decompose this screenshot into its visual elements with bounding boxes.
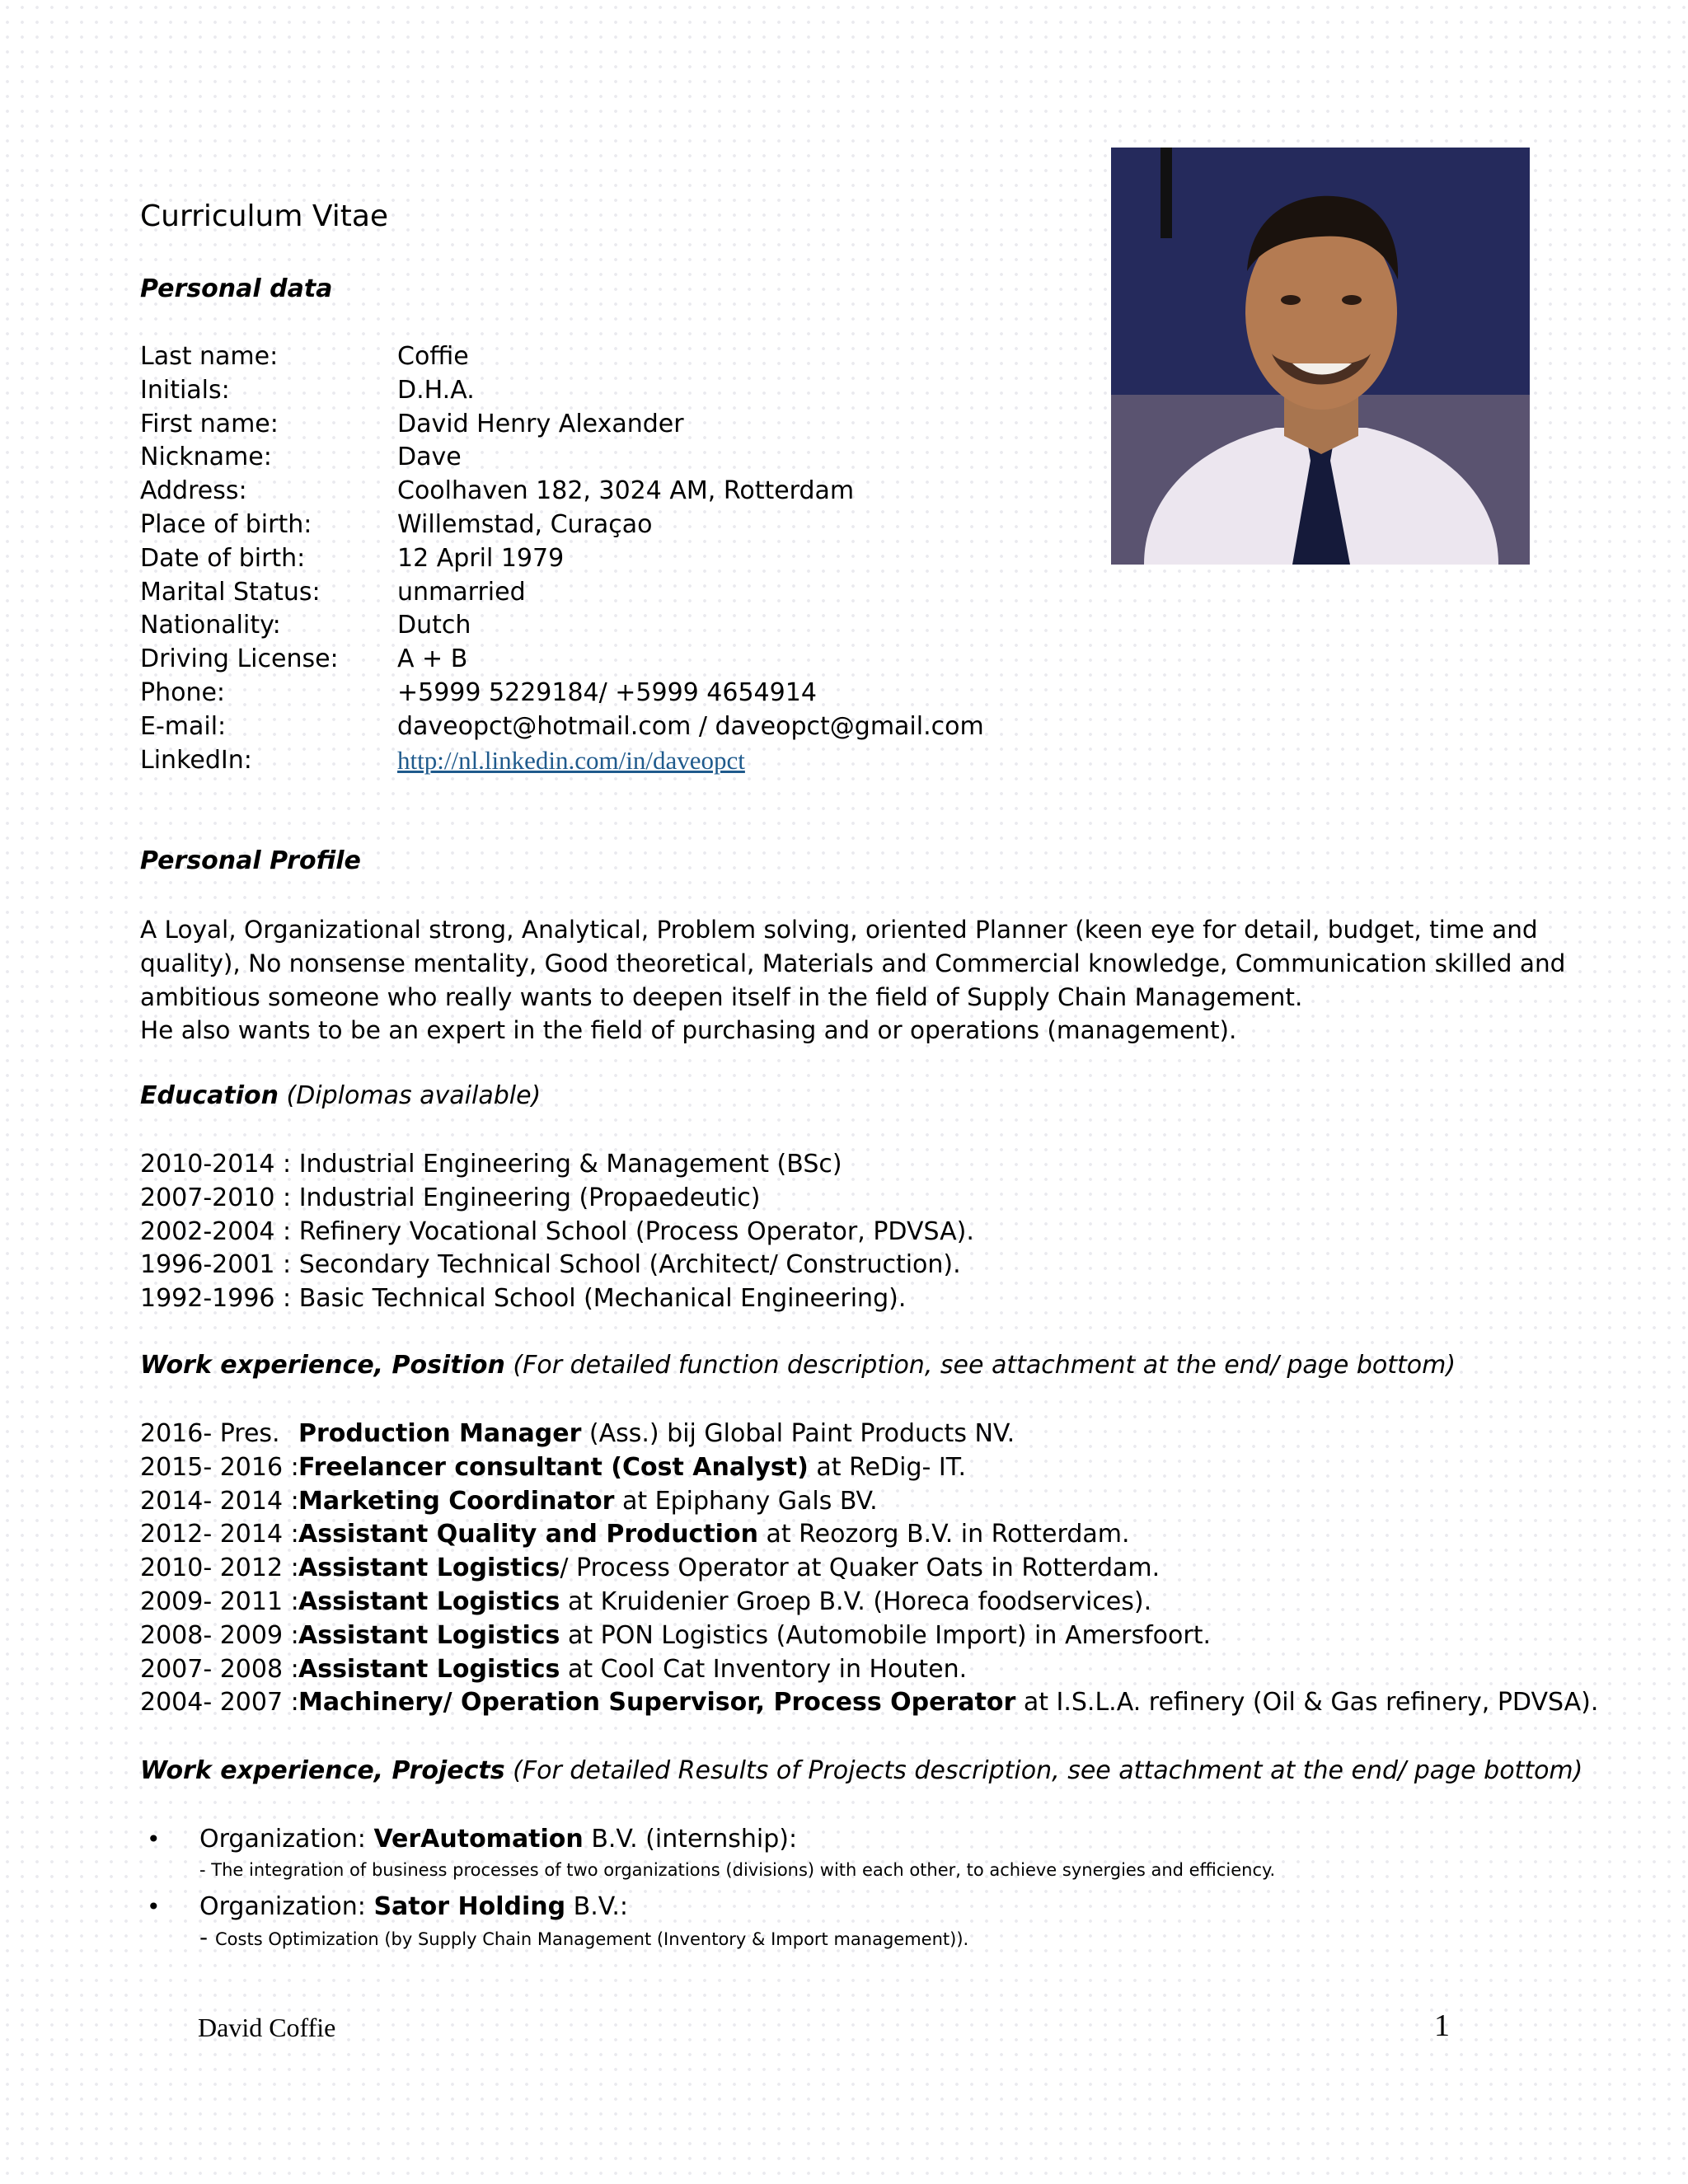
profile-line: quality), No nonsense mentality, Good theoretical, Materials and Commercial knowledge, Communication skilled and	[140, 949, 1566, 977]
work-rest: at ReDig- IT.	[808, 1452, 967, 1482]
field-label: Initials:	[140, 375, 230, 405]
field-label: Marital Status:	[140, 577, 321, 607]
work-period: 2016- Pres.	[140, 1419, 280, 1448]
project-dash: -	[199, 1924, 216, 1951]
field-value: Coffie	[397, 342, 469, 371]
bullet-icon: •	[147, 1893, 161, 1920]
work-desc	[298, 1552, 1160, 1586]
work-desc	[298, 1653, 967, 1687]
field-value: Dutch	[397, 611, 471, 640]
project-org: Sator Holding	[373, 1892, 566, 1921]
field-label: Nationality:	[140, 611, 281, 640]
linkedin-link[interactable]: http://nl.linkedin.com/in/daveopct	[397, 745, 745, 775]
project-item	[140, 1823, 1275, 1884]
work-role: Production Manager	[298, 1419, 582, 1448]
project-dash: -	[199, 1860, 212, 1880]
work-desc	[298, 1586, 1151, 1619]
field-value: Coolhaven 182, 3024 AM, Rotterdam	[397, 476, 855, 506]
project-detail-line	[199, 1856, 1275, 1884]
profile-line: A Loyal, Organizational strong, Analytical, Problem solving, oriented Planner (keen eye for detail, budget, time and	[140, 916, 1538, 944]
work-period: 2015- 2016 :	[140, 1452, 299, 1482]
heading-work-position	[140, 1351, 1456, 1380]
field-label: E-mail:	[140, 711, 227, 741]
field-value: Willemstad, Curaçao	[397, 509, 653, 539]
field-label: Nickname:	[140, 443, 272, 472]
work-period: 2014- 2014 :	[140, 1486, 299, 1516]
profile-line: He also wants to be an expert in the field of purchasing and or operations (management).	[140, 1016, 1237, 1045]
education-item: 1996-2001 : Secondary Technical School (Architect/ Construction).	[140, 1250, 961, 1280]
profile-line: ambitious someone who really wants to deepen itself in the field of Supply Chain Management.	[140, 982, 1303, 1011]
project-prefix: Organization:	[199, 1825, 374, 1854]
work-period: 2012- 2014 :	[140, 1520, 299, 1549]
project-org: VerAutomation	[373, 1825, 584, 1854]
heading-work-position-note: (For detailed function description, see attachment at the end/ page bottom)	[504, 1351, 1456, 1380]
field-label: Place of birth:	[140, 509, 312, 539]
work-period: 2007- 2008 :	[140, 1654, 299, 1684]
field-label: Phone:	[140, 677, 226, 707]
profile-paragraph	[140, 913, 1566, 1047]
heading-work-projects-text: Work experience, Projects	[140, 1756, 505, 1785]
field-value: 12 April 1979	[397, 543, 565, 573]
heading-work-projects-note: (For detailed Results of Projects description, see attachment at the end/ page bottom)	[504, 1756, 1583, 1785]
field-value: Dave	[397, 443, 462, 472]
project-suffix: B.V. (internship):	[583, 1825, 798, 1854]
education-list	[140, 1148, 974, 1316]
work-desc	[298, 1418, 1015, 1451]
work-role: Marketing Coordinator	[298, 1486, 615, 1516]
work-rest: at Kruidenier Groep B.V. (Horeca foodservices).	[560, 1586, 1152, 1616]
heading-personal-profile: Personal Profile	[140, 846, 361, 875]
project-org-line	[199, 1823, 1275, 1856]
work-rest: / Process Operator at Quaker Oats in Rotterdam.	[560, 1554, 1160, 1583]
project-suffix: B.V.:	[565, 1892, 629, 1921]
page-number: 1	[1434, 2008, 1450, 2043]
work-role: Assistant Logistics	[298, 1554, 560, 1583]
field-value: unmarried	[397, 577, 526, 607]
heading-work-projects	[140, 1756, 1582, 1785]
work-rest: at PON Logistics (Automobile Import) in Amersfoort.	[560, 1620, 1212, 1650]
footer-name: David Coffie	[198, 2013, 336, 2042]
work-role: Assistant Logistics	[298, 1654, 560, 1684]
work-desc	[298, 1485, 878, 1519]
work-desc	[298, 1619, 1211, 1653]
field-value: +5999 5229184/ +5999 4654914	[397, 677, 817, 707]
field-label: Driving License:	[140, 644, 339, 674]
field-label: Last name:	[140, 342, 279, 371]
heading-personal-data: Personal data	[140, 274, 333, 303]
field-value: A + B	[397, 644, 468, 674]
profile-photo	[1111, 148, 1530, 565]
education-item: 2002-2004 : Refinery Vocational School (Process Operator, PDVSA).	[140, 1216, 974, 1246]
field-value: daveopct@hotmail.com / daveopct@gmail.com	[397, 711, 984, 741]
work-role: Assistant Logistics	[298, 1586, 560, 1616]
project-org-line	[199, 1891, 1275, 1924]
project-detail: Costs Optimization (by Supply Chain Management (Inventory & Import management)).	[215, 1929, 969, 1949]
person-photo-icon	[1111, 148, 1530, 565]
education-item: 1992-1996 : Basic Technical School (Mechanical Engineering).	[140, 1284, 907, 1314]
project-detail: The integration of business processes of two organizations (divisions) with each other, to achieve synergies and efficiency.	[211, 1860, 1276, 1880]
work-desc	[298, 1451, 966, 1485]
work-role: Assistant Quality and Production	[298, 1520, 758, 1549]
work-rest: (Ass.) bij Global Paint Products NV.	[581, 1419, 1015, 1448]
field-value: David Henry Alexander	[397, 409, 684, 438]
bullet-icon: •	[147, 1825, 161, 1853]
education-item: 2007-2010 : Industrial Engineering (Propaedeutic)	[140, 1183, 761, 1212]
work-rest: at I.S.L.A. refinery (Oil & Gas refinery, PDVSA).	[1015, 1688, 1599, 1718]
work-role: Machinery/ Operation Supervisor, Process Operator	[298, 1688, 1016, 1718]
work-rest: at Epiphany Gals BV.	[614, 1486, 878, 1516]
field-label: Address:	[140, 476, 247, 506]
project-detail-line	[199, 1924, 1275, 1953]
education-item: 2010-2014 : Industrial Engineering & Management (BSc)	[140, 1150, 842, 1179]
work-role: Assistant Logistics	[298, 1620, 560, 1650]
project-prefix: Organization:	[199, 1892, 374, 1921]
work-role: Freelancer consultant (Cost Analyst)	[298, 1452, 809, 1482]
work-period: 2010- 2012 :	[140, 1554, 299, 1583]
field-label: Date of birth:	[140, 543, 306, 573]
heading-work-position-text: Work experience, Position	[140, 1351, 505, 1380]
work-rest: at Cool Cat Inventory in Houten.	[560, 1654, 968, 1684]
work-desc	[298, 1518, 1130, 1552]
heading-education-text: Education	[140, 1081, 279, 1110]
work-period: 2009- 2011 :	[140, 1586, 299, 1616]
projects-list	[140, 1823, 1275, 1960]
heading-education-note: (Diplomas available)	[278, 1081, 542, 1110]
work-period: 2008- 2009 :	[140, 1620, 299, 1650]
field-label: First name:	[140, 409, 279, 438]
work-desc	[298, 1686, 1598, 1720]
document-title: Curriculum Vitae	[140, 199, 389, 233]
field-label: LinkedIn:	[140, 745, 252, 775]
project-item	[140, 1891, 1275, 1953]
heading-education	[140, 1081, 541, 1110]
work-period: 2004- 2007 :	[140, 1688, 299, 1718]
work-rest: at Reozorg B.V. in Rotterdam.	[757, 1520, 1130, 1549]
field-value: D.H.A.	[397, 375, 475, 405]
